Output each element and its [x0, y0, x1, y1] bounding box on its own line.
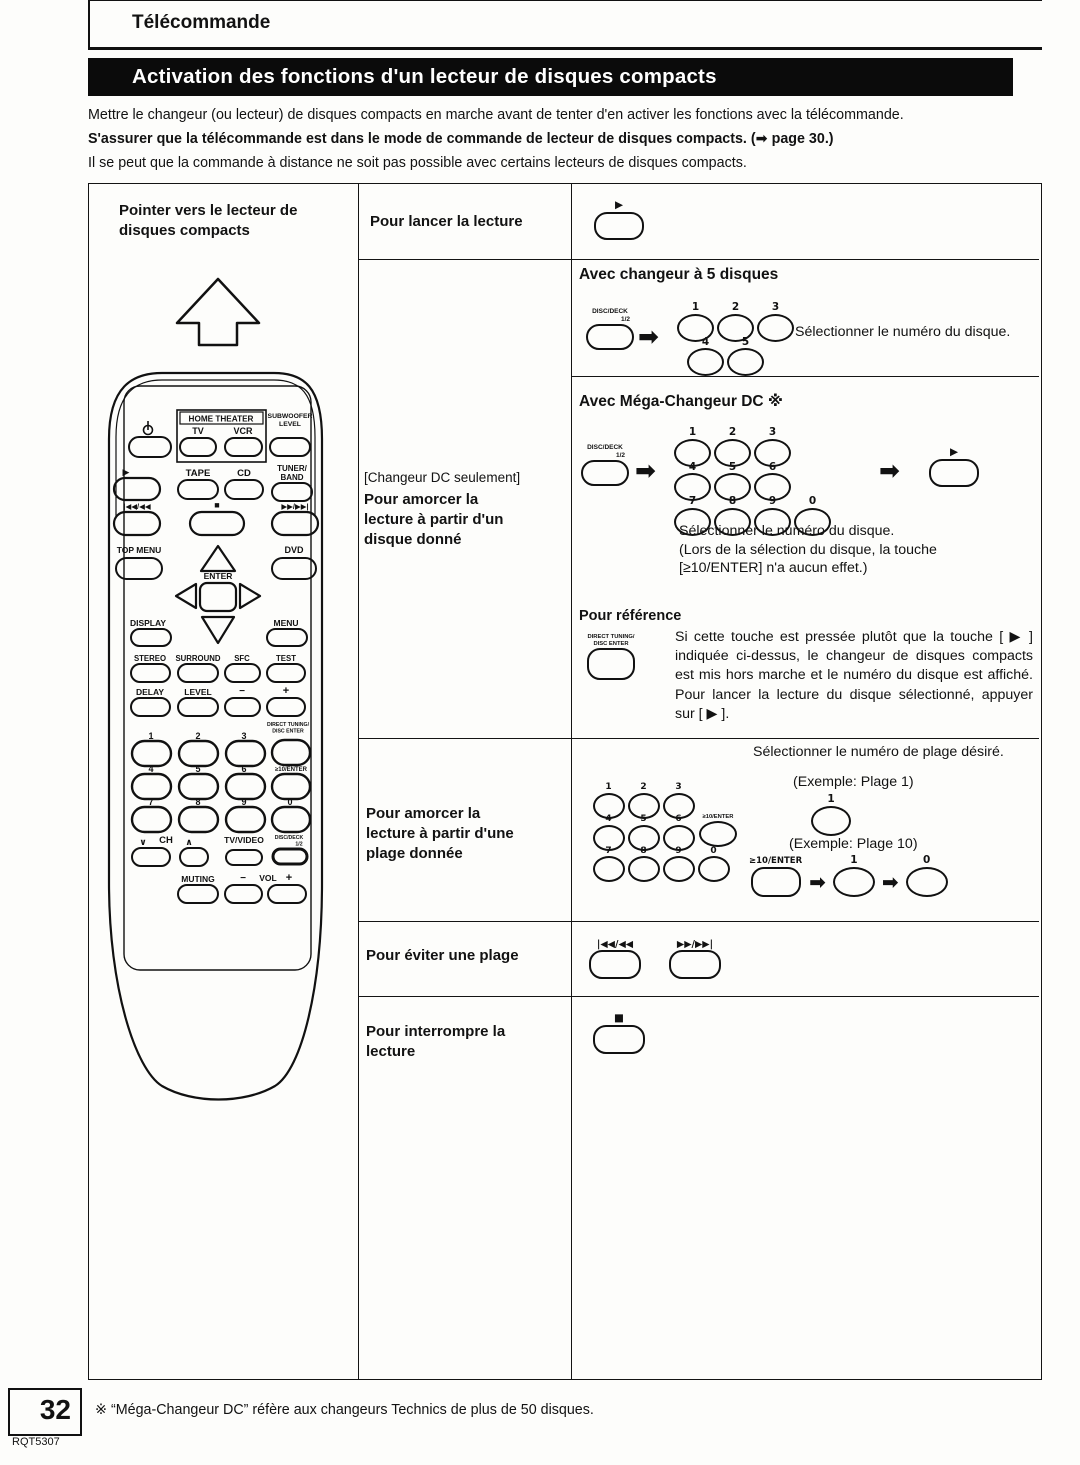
instruction-table [88, 183, 1042, 1380]
key6-label: 6 [241, 764, 247, 774]
disc-enter-label: DISC ENTER [272, 728, 304, 735]
skip-back-diagram [589, 939, 641, 979]
band-label: BAND [280, 473, 304, 482]
remote-test-button [267, 664, 305, 682]
digit-label: 7 [605, 845, 612, 856]
reference-body: Si cette touche est pressée plutôt que la touche [ ▶ ] indiquée ci-dessus, le changeur de disques compacts est mis hors marche et le numéro du disque est affiché. Pour lancer la lecture du disque sélectionné, appuyer sur [ ▶ ]. [675, 629, 1033, 722]
example1-key-diagram [811, 793, 851, 836]
vol-label: VOL [259, 873, 277, 883]
flow-arrow-icon: ➡ [879, 456, 900, 485]
digit-label: 1 [827, 793, 835, 805]
nav-down-button [202, 617, 234, 643]
header-box [88, 0, 1042, 50]
remote-sfc-button [225, 664, 260, 682]
remote-power-button [129, 437, 171, 457]
level-minus-label: − [239, 686, 245, 697]
remote-play-button [114, 478, 160, 500]
remote-subwoofer-level-button [270, 438, 310, 456]
table-divider-row2 [358, 738, 1039, 739]
remote-ch-down-button [132, 848, 170, 866]
subwoofer-level-label: LEVEL [279, 421, 301, 428]
disc-deck-button-diagram [581, 444, 629, 486]
row-lancer-label: Pour lancer la lecture [370, 213, 523, 230]
remote-key-6 [226, 774, 265, 799]
nav-right-button [240, 584, 260, 608]
digit-label: 2 [728, 426, 737, 438]
display-label: DISPLAY [129, 618, 167, 628]
page-number: 32 [39, 1394, 71, 1425]
key4-label: 4 [148, 764, 154, 774]
remote-vcr-button [225, 438, 262, 456]
flow-arrow-icon: ➡ [638, 322, 659, 351]
vol-plus-label: + [285, 872, 293, 884]
key5-label: 5 [195, 764, 201, 774]
direct-tuning-button [587, 648, 635, 680]
tuner-label: TUNER/ [277, 464, 307, 473]
ge10-button-diagram [749, 856, 802, 896]
ch-label: CH [159, 835, 173, 846]
vcr-label: VCR [233, 426, 253, 436]
remote-key-1 [132, 741, 171, 766]
section-banner-title: Activation des fonctions d'un lecteur de disques compacts [132, 65, 717, 88]
skip-fwd-button [669, 950, 721, 979]
plage-example2: (Exemple: Plage 10) [789, 836, 918, 852]
key7-label: 7 [148, 797, 154, 807]
remote-key-0 [272, 807, 310, 832]
skip-back-icon: |◀◀/◀◀ [596, 939, 634, 950]
remote-tv-button [180, 438, 216, 456]
track-key-9 [663, 856, 695, 882]
subwoofer-label: SUBWOOFER [267, 413, 313, 420]
row-eviter-label: Pour éviter une plage [366, 947, 519, 964]
digit-label: 6 [675, 813, 682, 824]
stop-button-diagram [593, 1012, 645, 1054]
table-divider-v2 [571, 184, 572, 1379]
remote-surround-button [178, 664, 218, 682]
digit-label: 0 [923, 854, 931, 866]
table-divider-row3 [358, 921, 1039, 922]
intro-line-2: S'assurer que la télécommande est dans le mode de commande de lecteur de disques compacts. (➡ page 30.) [88, 131, 834, 147]
digit-label: 5 [728, 460, 737, 473]
remote-ch-up-button [180, 848, 208, 866]
level-label: LEVEL [184, 687, 212, 697]
digit-label: 9 [768, 495, 777, 508]
mega-instruction-3: [≥10/ENTER] n'a aucun effet.) [679, 560, 868, 576]
digit-label: 1 [688, 426, 697, 438]
delay-label: DELAY [135, 687, 165, 697]
remote-top-menu-button [116, 558, 162, 579]
tv-video-label: TV/VIDEO [224, 835, 264, 845]
play-button [929, 459, 979, 487]
key2-label: 2 [195, 731, 201, 741]
mega-instruction-1: Sélectionner le numéro du disque. [679, 523, 895, 539]
remote-disc-deck-button [273, 849, 307, 864]
remote-key-5 [179, 774, 218, 799]
row-plage-label3: plage donnée [366, 845, 463, 862]
row-plage-label1: Pour amorcer la [366, 805, 481, 822]
row-disque-label3: disque donné [364, 531, 462, 548]
digit-label: 1 [605, 782, 612, 792]
ch-up-icon: ∧ [185, 837, 193, 847]
remote-display-button [131, 629, 171, 646]
mega-instruction-2: (Lors de la sélection du disque, la touche [679, 541, 937, 558]
level-plus-label: + [282, 685, 290, 697]
skip-fwd-icon: ▶▶/▶▶| [676, 939, 714, 950]
remote-cd-button [225, 480, 263, 499]
remote-level-plus-button [267, 698, 305, 716]
ge10-enter-label: ≥10/ENTER [749, 856, 803, 867]
key9-label: 9 [241, 797, 247, 807]
intro-line-1: Mettre le changeur (ou lecteur) de disques compacts en marche avant de tenter d'en activer les fonctions avec la télécommande. [88, 107, 904, 123]
remote-key-2 [179, 741, 218, 766]
stop-button [593, 1025, 645, 1054]
digit-label: 1 [691, 301, 700, 313]
disc-deck-label: DISC/DECK [592, 308, 628, 315]
row-disque-note: [Changeur DC seulement] [364, 470, 521, 485]
example2-key-1 [833, 867, 875, 897]
footnote: ※ “Méga-Changeur DC” réfère aux changeurs Technics de plus de 50 disques. [95, 1402, 594, 1418]
flow-arrow-icon: ➡ [635, 456, 656, 485]
digit-label: 3 [675, 782, 682, 792]
top-menu-label: TOP MENU [116, 545, 162, 555]
remote-key-8 [179, 807, 218, 832]
play-button-diagram [594, 199, 644, 240]
remote-dvd-button [272, 558, 316, 579]
digit-label: 6 [768, 460, 777, 473]
muting-label: MUTING [181, 874, 215, 884]
skip-fwd-icon: ▶▶/▶▶| [281, 502, 309, 511]
track-key-0 [698, 856, 730, 882]
stereo-label: STEREO [133, 654, 167, 663]
remote-tuner-band-button [272, 483, 312, 501]
menu-label: MENU [273, 618, 299, 628]
remote-direct-tuning-button [272, 740, 310, 765]
remote-key-3 [226, 741, 265, 766]
model-code: RQT5307 [12, 1436, 60, 1448]
stop-icon: ■ [614, 1012, 624, 1024]
digit-label: 4 [688, 460, 697, 473]
digit-label: 5 [741, 335, 750, 348]
remote-ge10-enter-button [272, 774, 310, 799]
row-plage-label2: lecture à partir d'une [366, 825, 514, 842]
disc-key-5 [727, 348, 764, 376]
track-keypad [593, 782, 738, 882]
key8-label: 8 [195, 797, 201, 807]
remote-key-7 [132, 807, 171, 832]
pointer-title-line1: Pointer vers le lecteur de [119, 202, 298, 219]
row-disque-label2: lecture à partir d'un [364, 511, 504, 528]
ge10-enter-button [751, 867, 801, 897]
flow-arrow-icon: ➡ [881, 869, 899, 894]
plage-instruction: Sélectionner le numéro de plage désiré. [753, 744, 1004, 760]
mega-heading: Avec Méga-Changeur DC ※ [579, 393, 783, 410]
test-label: TEST [276, 654, 296, 663]
digit-label: 3 [771, 301, 780, 313]
enter-button [200, 583, 236, 611]
stop-icon: ■ [214, 500, 220, 510]
disc-deck-button [581, 460, 629, 486]
play-button-diagram [929, 446, 979, 487]
remote-tape-button [178, 480, 218, 499]
play-icon: ▶ [122, 467, 130, 477]
vol-minus-label: − [240, 873, 246, 884]
example2-key-0 [906, 867, 948, 897]
digit-label: 7 [688, 495, 697, 508]
example2-sequence [749, 854, 948, 897]
remote-level-button [178, 698, 218, 716]
remote-level-minus-button [225, 698, 260, 716]
remote-illustration [96, 271, 346, 1101]
digit-label: 9 [675, 845, 682, 856]
play-button [594, 212, 644, 240]
key3-label: 3 [241, 731, 247, 741]
digit-label: 0 [710, 845, 717, 856]
remote-tv-video-button [226, 850, 262, 865]
remote-vol-plus-button [268, 885, 306, 903]
skip-back-button [589, 950, 641, 979]
section-banner [88, 58, 1013, 96]
digit-label: 0 [808, 495, 817, 508]
ch-down-icon: ∨ [139, 837, 147, 847]
plage-example1: (Exemple: Plage 1) [793, 774, 914, 790]
direct-tuning-button-diagram [587, 634, 635, 680]
enter-label: ENTER [203, 571, 233, 581]
table-divider-row4 [358, 996, 1039, 997]
surround-label: SURROUND [175, 654, 221, 663]
direct-tuning-label: DIRECT TUNING/ [587, 634, 635, 640]
mega-keypad [674, 426, 831, 536]
five-disc-heading: Avec changeur à 5 disques [579, 266, 779, 283]
flow-arrow-icon: ➡ [809, 869, 826, 894]
table-divider-sub [571, 376, 1039, 377]
disc-deck-sub-label: 1/2 [620, 316, 630, 324]
example2-key0-diagram [906, 854, 948, 897]
disc-deck-button-diagram [586, 308, 634, 350]
disc-deck-sub-label: 1/2 [615, 452, 625, 460]
disc-deck-label: DISC/DECK [587, 444, 623, 451]
page-number-box [8, 1388, 82, 1436]
track-key-ge10 [699, 821, 737, 847]
disc-key-4 [687, 348, 724, 376]
disc-deck-sub-label: 1/2 [295, 841, 303, 848]
nav-up-button [201, 546, 235, 571]
digit-label: 2 [640, 782, 647, 792]
reference-heading: Pour référence [579, 608, 682, 624]
pointer-title-line2: disques compacts [119, 222, 250, 239]
play-icon: ▶ [949, 446, 959, 458]
remote-delay-button [131, 698, 170, 716]
play-icon: ▶ [614, 199, 624, 211]
digit-label: 8 [728, 495, 737, 508]
nav-left-button [176, 584, 196, 608]
digit-label: 5 [640, 813, 647, 824]
remote-stop-button [190, 512, 244, 535]
disc-deck-label: DISC/DECK [274, 835, 304, 841]
remote-menu-button [267, 629, 307, 646]
sfc-label: SFC [234, 654, 250, 663]
key1-label: 1 [148, 731, 154, 741]
tape-label: TAPE [185, 468, 211, 479]
remote-skip-back-button [114, 512, 160, 535]
ge10-enter-label: ≥10/ENTER [702, 813, 734, 820]
up-arrow-icon [177, 279, 259, 345]
mega-instructions [679, 522, 937, 578]
digit-label: 1 [850, 854, 858, 866]
cd-label: CD [237, 468, 251, 479]
digit-label: 2 [731, 301, 740, 313]
remote-key-9 [226, 807, 265, 832]
skip-back-icon: |◀◀/◀◀ [123, 502, 151, 511]
track-key-7 [593, 856, 625, 882]
disc-deck-button [586, 324, 634, 350]
skip-fwd-diagram [669, 939, 721, 979]
row-disque-label1: Pour amorcer la [364, 491, 479, 508]
remote-muting-button [178, 885, 218, 903]
table-divider-row1 [358, 259, 1039, 260]
home-theater-label: HOME THEATER [188, 414, 254, 424]
digit-label: 4 [605, 813, 612, 824]
ge10-enter-label: ≥10/ENTER [275, 767, 307, 773]
digit-label: 4 [701, 335, 710, 348]
intro-line-3: Il se peut que la commande à distance ne soit pas possible avec certains lecteurs de disques compacts. [88, 155, 747, 171]
five-disc-instruction: Sélectionner le numéro du disque. [795, 324, 1011, 340]
remote-vol-minus-button [225, 885, 262, 903]
five-disc-keypad [677, 301, 794, 376]
key0-label: 0 [287, 797, 293, 807]
digit-label: 3 [768, 426, 777, 438]
dvd-label: DVD [284, 545, 304, 555]
direct-tuning-label: DIRECT TUNING/ [266, 722, 310, 728]
tv-label: TV [192, 426, 204, 436]
example2-key1-diagram [833, 854, 875, 897]
table-divider-v1 [358, 184, 359, 1379]
disc-enter-label: DISC ENTER [593, 641, 629, 648]
track-key-8 [628, 856, 660, 882]
remote-stereo-button [131, 664, 170, 682]
row-interrompre-label2: lecture [366, 1043, 416, 1060]
page-title: Télécommande [132, 12, 271, 33]
remote-key-4 [132, 774, 171, 799]
example1-key-1 [811, 806, 851, 836]
digit-label: 8 [640, 845, 647, 856]
row-interrompre-label1: Pour interrompre la [366, 1023, 506, 1040]
